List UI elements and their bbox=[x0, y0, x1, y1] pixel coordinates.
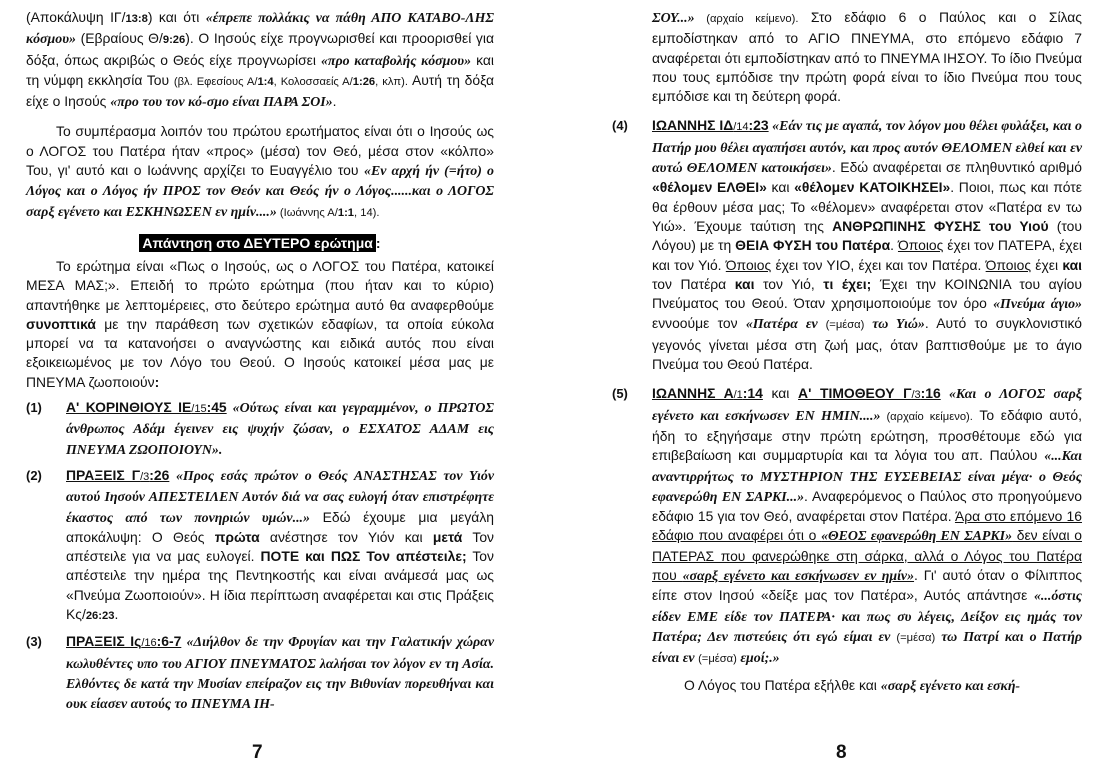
list-item: (2) ΠΡΑΞΕΙΣ Γ/3:26 «Προς εσάς πρώτον ο Θεός ΑΝΑΣΤΗΣΑΣ τον Υιόν αυτού Ιησούν ΑΠΕΣΤΕΙΛΕΝ Αυτόν διά να σας ευλογή όταν επιστρέφητε έκαστος από των πονηριών υμών...» Εδώ έχουμε μια μεγάλη αποκάλυψη: Ο Θεός πρώτα ανέστησε τον Υιόν και μετά Τον απέστειλε για να μας ευλογεί. ΠΟΤΕ και ΠΩΣ Τον απέστειλε; Τον απέστειλε την ημέρα της Πεντηκοστής και είναι ανάμεσά μας ως «Πνεύμα Ζωοποιούν». Η ίδια περίπτωση αναφέρεται και στις Πράξεις Κς/26:23. bbox=[26, 466, 495, 623]
list-item: (4) ΙΩΑΝΝΗΣ ΙΔ/14:23 «Εάν τις με αγαπά, τον λόγον μου θέλει φυλάξει, και ο Πατήρ μου θέλει αγαπήσει αυτόν, και προς αυτόν ΘΕΛΟΜΕΝ ελθεί και εν αυτώ ΘΕΛΟΜΕΝ κατοικήσει». Εδώ αναφέρεται σε πληθυντικό αριθμό «θέλομεν ΕΛΘΕΙ» και «θέλομεν ΚΑΤΟΙΚΗΣΕΙ». Ποιοι, πως και πότε θα έρθουν μέσα μας; Το «θέλομεν» αναφέρεται στον «Πατέρα εν τω Υιώ». Έχουμε ταύτιση της ΑΝΘΡΩΠΙΝΗΣ ΦΥΣΗΣ του Υιού (του Λόγου) με τη ΘΕΙΑ ΦΥΣΗ του Πατέρα. Όποιος έχει τον ΠΑΤΕΡΑ, έχει και τον Υιό. Όποιος έχει τον ΥΙΟ, έχει και τον Πατέρα. Όποιος έχει και τον Πατέρα και τον Υιό, τι έχει; Έχει την ΚΟΙΝΩΝΙΑ του αγίου Πνεύματος του Θεού. Όταν χρησιμοποιούμε τον όρο «Πνεύμα άγιο» εννοούμε τον «Πατέρα εν (=μέσα) τω Υιώ». Αυτό το συγκλονιστικό γεγονός γίνεται μέσα στη ζωή μας, όταν βαπτισθούμε με το άγιο Πνεύμα του Θεού Πατέρα. bbox=[612, 117, 1083, 373]
list-item: (5) ΙΩΑΝΝΗΣ Α/1:14 και Α' ΤΙΜΟΘΕΟΥ Γ/3:16 «Και ο ΛΟΓΟΣ σαρξ εγένετο και εσκήνωσεν ΕΝ ΗΜΙΝ....» (αρχαίο κείμενο). Το εδάφιο αυτό, ήδη το εξηγήσαμε στην πρώτη ερώτηση, προσθέτουμε εδώ για επιβεβαίωση και συμμαρτυρία και τα λόγια του απ. Παύλου «...Και αναντιρρήτως το ΜΥΣΤΗΡΙΟΝ ΤΗΣ ΕΥΣΕΒΕΙΑΣ είναι μέγα· ο Θεός εφανερώθη ΕΝ ΣΑΡΚΙ...». Αναφερόμενος ο Παύλος στο προηγούμενο εδάφιο 15 για τον Θεό, αναφέρεται στον Πατέρα. Άρα στο επόμενο 16 εδάφιο που αναφέρει ότι ο «ΘΕΟΣ εφανερώθη ΕΝ ΣΑΡΚΙ» δεν είναι ο ΠΑΤΕΡΑΣ που φανερώθηκε στη σάρκα, αλλά ο Λόγος του Πατέρα που «σαρξ εγένετο και εσκήνωσεν εν ημίν». Γι' αυτό όταν ο Φίλιππος είπε στον Ιησού «δείξε μας τον Πατέρα», Αυτός απάντησε «...όστις είδεν ΕΜΕ είδε τον ΠΑΤΕΡΑ· και πως συ λέγεις, Δείξον εις ημάς τον Πατέρα; Δεν πιστεύεις ότι εγώ είμαι εν (=μέσα) τω Πατρί και ο Πατήρ είναι εν (=μέσα) εμοί;.» bbox=[612, 385, 1083, 667]
list-item: (3) ΠΡΑΞΕΙΣ Ις/16:6-7 «Διήλθον δε την Φρυγίαν και την Γαλατικήν χώραν κωλυθέντες υπο του ΑΓΙΟΥ ΠΝΕΥΜΑΤΟΣ λαλήσαι τον λόγον εν τη Ασία. Ελθόντες δε κατά την Μυσίαν επείραζον εις την Βιθυνίαν πορευθήναι και ουκ είασεν αυτούς το ΠΝΕΥΜΑ ΙΗ- bbox=[26, 633, 494, 713]
paragraph-continuation: ΣΟΥ...» (αρχαίο κείμενο). Στο εδάφιο 6 ο Παύλος και ο Σίλας εμποδίστηκαν από το ΑΓΙΟ ΠΝΕΥΜΑ, στο επόμενο εδάφιο 7 αναφέρεται ότι εμποδίστηκαν από το ΠΝΕΥΜΑ ΙΗΣΟΥ. Το ίδιο Πνεύμα που τους εμπόδισε την πρώτη φορά είναι το ίδιο Πνεύμα που τους εμπόδισε και τη δεύτερη φορά. bbox=[652, 9, 1082, 105]
right-page bbox=[612, 8, 1082, 696]
item-number: (3) bbox=[26, 634, 42, 650]
scripture-reference: ΙΩΑΝΝΗΣ ΙΔ/14:23 bbox=[652, 117, 769, 134]
scripture-reference: ΠΡΑΞΕΙΣ Ις/16:6-7 bbox=[66, 633, 182, 650]
scripture-reference: Α' ΚΟΡΙΝΘΙΟΥΣ ΙΕ/15:45 bbox=[66, 399, 227, 416]
paragraph-conclusion: Το συμπέρασμα λοιπόν του πρώτου ερωτήματος είναι ότι ο Ιησούς ως ο ΛΟΓΟΣ του Πατέρα ήταν «προς» (μέσα) τον Θεό, μέσα στον «κόλπο» Του, γι' αυτό και ο Ιωάννης αρχίζει το Ευαγγέλιο του «Εν αρχή ήν (=ήτο) ο Λόγος και ο Λόγος ήν ΠΡΟΣ τον Θεόν και Θεός ήν ο Λόγος......και ο ΛΟΓΟΣ σαρξ εγένετο και ΕΣΚΗΝΩΣΕΝ εν ημίν....» (Ιωάννης Α/1:1, 14). bbox=[26, 123, 494, 220]
scripture-reference: Α' ΤΙΜΟΘΕΟΥ Γ/3:16 bbox=[798, 385, 941, 402]
item-number: (2) bbox=[26, 467, 42, 483]
item-number: (4) bbox=[612, 118, 628, 134]
paragraph-glory: (Αποκάλυψη ΙΓ/13:8) και ότι «έπρεπε πολλάκις να πάθη ΑΠΟ ΚΑΤΑΒΟ-ΛΗΣ κόσμου» (Εβραίους Θ/9:26). Ο Ιησούς είχε προγνωρισθεί και προορισθεί για δόξα, όπως ακριβώς ο Θεός είχε προγνωρίσει «προ καταβολής κόσμου» και τη νύμφη εκκλησία Του (βλ. Εφεσίους Α/1:4, Κολοσσαείς Α/1:26, κλπ). Αυτή τη δόξα είχε ο Ιησούς «προ του τον κό-σμο είναι ΠΑΡΑ ΣΟΙ». bbox=[26, 9, 495, 111]
scripture-reference: ΠΡΑΞΕΙΣ Γ/3:26 bbox=[66, 466, 170, 483]
page-number-right: 8 bbox=[836, 742, 847, 763]
page-number-left: 7 bbox=[252, 742, 263, 763]
section-heading: Απάντηση στο ΔΕΥΤΕΡΟ ερώτημα : bbox=[26, 235, 494, 253]
list-item: (1) Α' ΚΟΡΙΝΘΙΟΥΣ ΙΕ/15:45 «Ούτως είναι και γεγραμμένον, ο ΠΡΩΤΟΣ άνθρωπος Αδάμ έγεινεν εις ψυχήν ζώσαν, ο ΕΣΧΑΤΟΣ ΑΔΑΜ εις ΠΝΕΥΜΑ ΖΩΟΠΟΙΟΥΝ». bbox=[26, 399, 495, 458]
item-number: (1) bbox=[26, 400, 42, 416]
item-number: (5) bbox=[612, 386, 628, 402]
left-page bbox=[26, 8, 494, 715]
paragraph-final: Ο Λόγος του Πατέρα εξήλθε και «σαρξ εγένετο και εσκή- bbox=[684, 676, 1021, 694]
paragraph-second-question: Το ερώτημα είναι «Πως ο Ιησούς, ως ο ΛΟΓΟΣ του Πατέρα, κατοικεί ΜΕΣΑ ΜΑΣ;». Επειδή το πρώτο ερώτημα (που ήταν και το κύριο) απαντήθηκε με λεπτομέρειες, στο δεύτερο ερώτημα αυτό θα αναφερθούμε συνοπτικά με την παράθεση των σχετικών εδαφίων, τα οποία εύκολα μπορεί να τα κατανοήσει ο αναγνώστης και ειδικά αυτός που είναι εξοικειωμένος με τον Λόγο του Θεού. Ο Ιησούς κατοικεί μέσα μας με ΠΝΕΥΜΑ ζωοποιούν: bbox=[26, 257, 494, 390]
scripture-reference: ΙΩΑΝΝΗΣ Α/1:14 bbox=[652, 385, 763, 402]
